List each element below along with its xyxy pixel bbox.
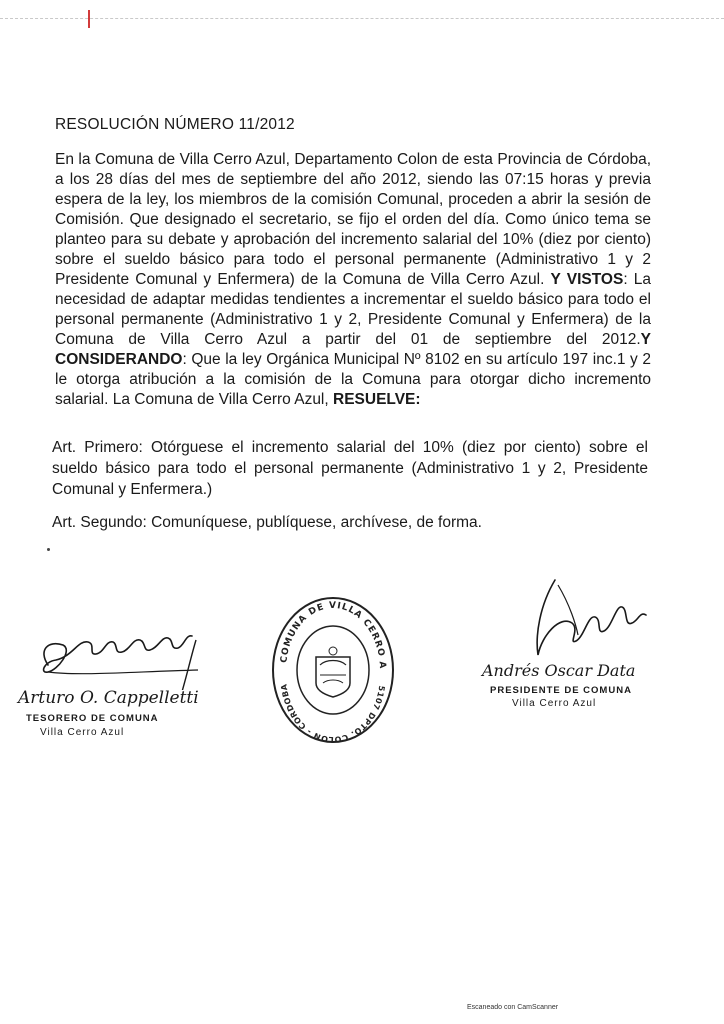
president-name: Andrés Oscar Data bbox=[482, 661, 636, 680]
coat-of-arms-icon bbox=[316, 647, 350, 697]
considerando-label: Y CONSIDERANDO bbox=[55, 331, 651, 368]
treasurer-role: TESORERO DE COMUNA bbox=[26, 713, 159, 724]
president-role: PRESIDENTE DE COMUNA bbox=[490, 685, 632, 696]
scanner-watermark: Escaneado con CamScanner bbox=[467, 1004, 559, 1011]
resuelve-label: RESUELVE: bbox=[333, 391, 421, 408]
body-vistos: : La necesidad de adaptar medidas tendientes a incrementar el sueldo básico para todo el personal permanente (Administrativo 1 y 2, Presidente Comunal y Enfermera) de la Comuna de Villa Cerro Azul a partir del 01 de septiembre del 2012. bbox=[55, 271, 652, 348]
commune-seal bbox=[268, 595, 398, 745]
stray-dot bbox=[47, 548, 50, 551]
signature-president bbox=[480, 575, 680, 725]
resolution-title: RESOLUCIÓN NÚMERO 11/2012 bbox=[55, 116, 295, 133]
article-second: Art. Segundo: Comuníquese, publíquese, archívese, de forma. bbox=[52, 514, 482, 531]
resolution-body bbox=[55, 150, 651, 410]
body-intro: En la Comuna de Villa Cerro Azul, Departamento Colon de esta Provincia de Córdoba, a los 28 días del mes de septiembre del año 2012, siendo las 07:15 horas y previa espera de la ley, los miembros de la comisión Comunal, proceden a abrir la sesión de Comisión. Que designado el secretario, se fijo el orden del día. Como único tema se planteo para su debate y aprobación del incremento salarial del 10% (diez por ciento) sobre el sueldo básico para todo el personal permanente (Administrativo 1 y 2 Presidente Comunal y Enfermera) de la Comuna de Villa Cerro Azul. bbox=[55, 151, 651, 288]
seal-stamp-graphic bbox=[268, 595, 398, 745]
vistos-label: Y VISTOS bbox=[550, 271, 624, 288]
seal-top-text: COMUNA DE VILLA CERRO A bbox=[279, 600, 388, 670]
seal-bottom-text: 5107 DPTO. COLON - CORDOBA bbox=[279, 683, 387, 745]
body-considerando: : Que la ley Orgánica Municipal Nº 8102 en su artículo 197 inc.1 y 2 le otorga atribución a la comisión de la Comuna para otorgar dicho incremento salarial. La Comuna de Villa Cerro Azul, bbox=[55, 351, 651, 408]
signature-treasurer bbox=[18, 610, 218, 750]
handwritten-signature-left bbox=[18, 610, 218, 690]
treasurer-name: Arturo O. Cappelletti bbox=[18, 688, 199, 708]
treasurer-location: Villa Cerro Azul bbox=[40, 727, 125, 738]
president-location: Villa Cerro Azul bbox=[512, 698, 597, 709]
article-first: Art. Primero: Otórguese el incremento salarial del 10% (diez por ciento) sobre el sueldo básico para todo el personal permanente (Administrativo 1 y 2, Presidente Comunal y Enfermera.) bbox=[52, 439, 648, 498]
svg-text:COMUNA DE VILLA CERRO AZUL bbox=[268, 595, 387, 670]
body-paragraph bbox=[55, 150, 651, 410]
top-border-line bbox=[0, 18, 724, 19]
red-margin-mark bbox=[88, 10, 90, 28]
handwritten-signature-right bbox=[480, 575, 680, 675]
